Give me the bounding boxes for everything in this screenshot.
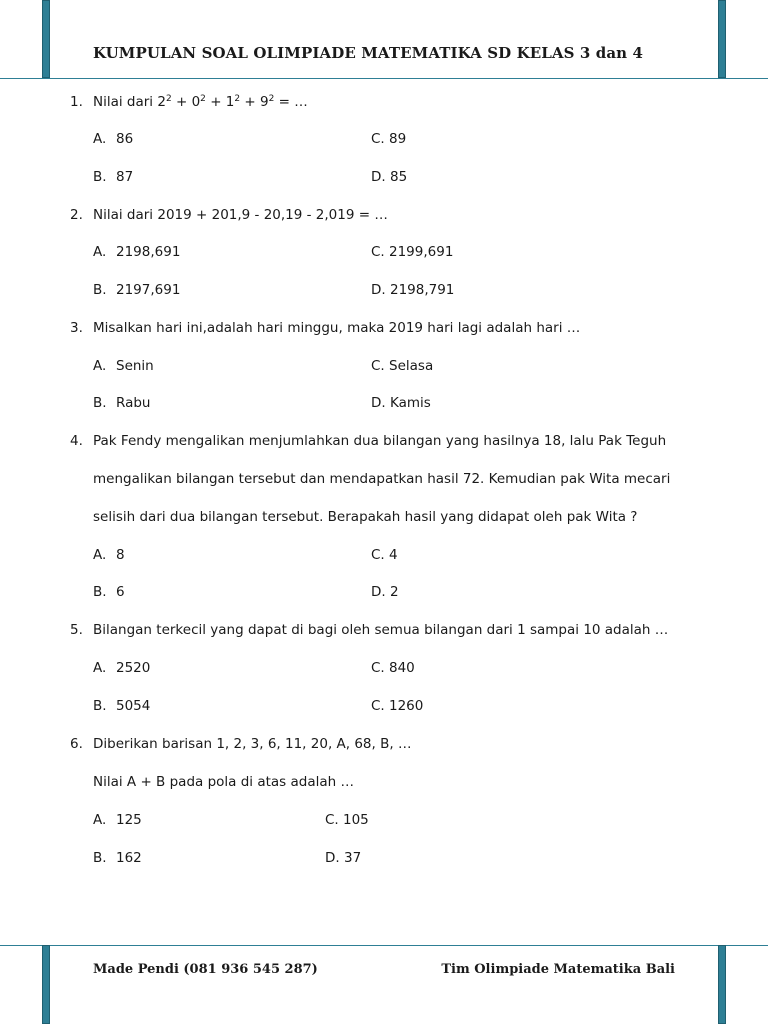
question-text: selisih dari dua bilangan tersebut. Berapakah hasil yang didapat oleh pak Wita ? xyxy=(93,509,638,525)
question-text: Diberikan barisan 1, 2, 3, 6, 11, 20, A, 68, B, … xyxy=(93,736,412,752)
option-letter: B. xyxy=(93,169,107,185)
option-value: C. Selasa xyxy=(371,358,434,374)
option-value: 125 xyxy=(116,812,142,828)
option-value: 86 xyxy=(116,131,134,147)
option-letter: B. xyxy=(93,698,107,714)
right-bottom-bar xyxy=(718,945,726,1024)
question-text: Nilai dari 2019 + 201,9 - 20,19 - 2,019 = … xyxy=(93,207,388,223)
option-letter: B. xyxy=(93,584,107,600)
option-value: D. 37 xyxy=(325,850,362,866)
option-value: 6 xyxy=(116,584,125,600)
option-value: 2520 xyxy=(116,660,151,676)
question-number: 5. xyxy=(70,622,83,638)
option-value: 8 xyxy=(116,547,125,563)
question-number: 2. xyxy=(70,207,83,223)
question-number: 1. xyxy=(70,94,83,110)
option-letter: A. xyxy=(93,358,107,374)
question-text: mengalikan bilangan tersebut dan mendapatkan hasil 72. Kemudian pak Wita mecari xyxy=(93,471,671,487)
option-value: C. 4 xyxy=(371,547,398,563)
left-bottom-bar xyxy=(42,945,50,1024)
right-top-bar xyxy=(718,0,726,78)
question-text: Nilai A + B pada pola di atas adalah … xyxy=(93,774,354,790)
question-text: Misalkan hari ini,adalah hari minggu, maka 2019 hari lagi adalah hari … xyxy=(93,320,581,336)
option-value: C. 2199,691 xyxy=(371,244,454,260)
option-letter: B. xyxy=(93,850,107,866)
question-number: 6. xyxy=(70,736,83,752)
left-top-bar xyxy=(42,0,50,78)
option-letter: A. xyxy=(93,131,107,147)
option-letter: A. xyxy=(93,547,107,563)
question-text: Bilangan terkecil yang dapat di bagi oleh semua bilangan dari 1 sampai 10 adalah … xyxy=(93,622,669,638)
footer-author: Made Pendi (081 936 545 287) xyxy=(93,962,318,977)
option-letter: B. xyxy=(93,395,107,411)
option-value: D. 85 xyxy=(371,169,408,185)
option-letter: A. xyxy=(93,812,107,828)
option-value: C. 105 xyxy=(325,812,369,828)
option-value: 2198,691 xyxy=(116,244,181,260)
option-value: 2197,691 xyxy=(116,282,181,298)
option-value: Senin xyxy=(116,358,154,374)
header-rule xyxy=(0,78,768,79)
footer-team: Tim Olimpiade Matematika Bali xyxy=(441,962,675,977)
option-value: 5054 xyxy=(116,698,151,714)
option-value: C. 1260 xyxy=(371,698,424,714)
option-value: D. 2198,791 xyxy=(371,282,455,298)
option-value: 162 xyxy=(116,850,142,866)
option-value: C. 89 xyxy=(371,131,407,147)
option-value: Rabu xyxy=(116,395,151,411)
option-value: 87 xyxy=(116,169,134,185)
page-title: KUMPULAN SOAL OLIMPIADE MATEMATIKA SD KELAS 3 dan 4 xyxy=(93,44,644,62)
question-text: Pak Fendy mengalikan menjumlahkan dua bilangan yang hasilnya 18, lalu Pak Teguh xyxy=(93,433,667,449)
option-letter: A. xyxy=(93,244,107,260)
question-text: Nilai dari $2^2 + 0^2 + 1^2 + 9^2$ = … xyxy=(93,94,308,110)
option-value: D. 2 xyxy=(371,584,399,600)
option-letter: B. xyxy=(93,282,107,298)
option-letter: A. xyxy=(93,660,107,676)
option-value: D. Kamis xyxy=(371,395,431,411)
option-value: C. 840 xyxy=(371,660,415,676)
footer-rule xyxy=(0,945,768,946)
question-number: 4. xyxy=(70,433,83,449)
question-number: 3. xyxy=(70,320,83,336)
